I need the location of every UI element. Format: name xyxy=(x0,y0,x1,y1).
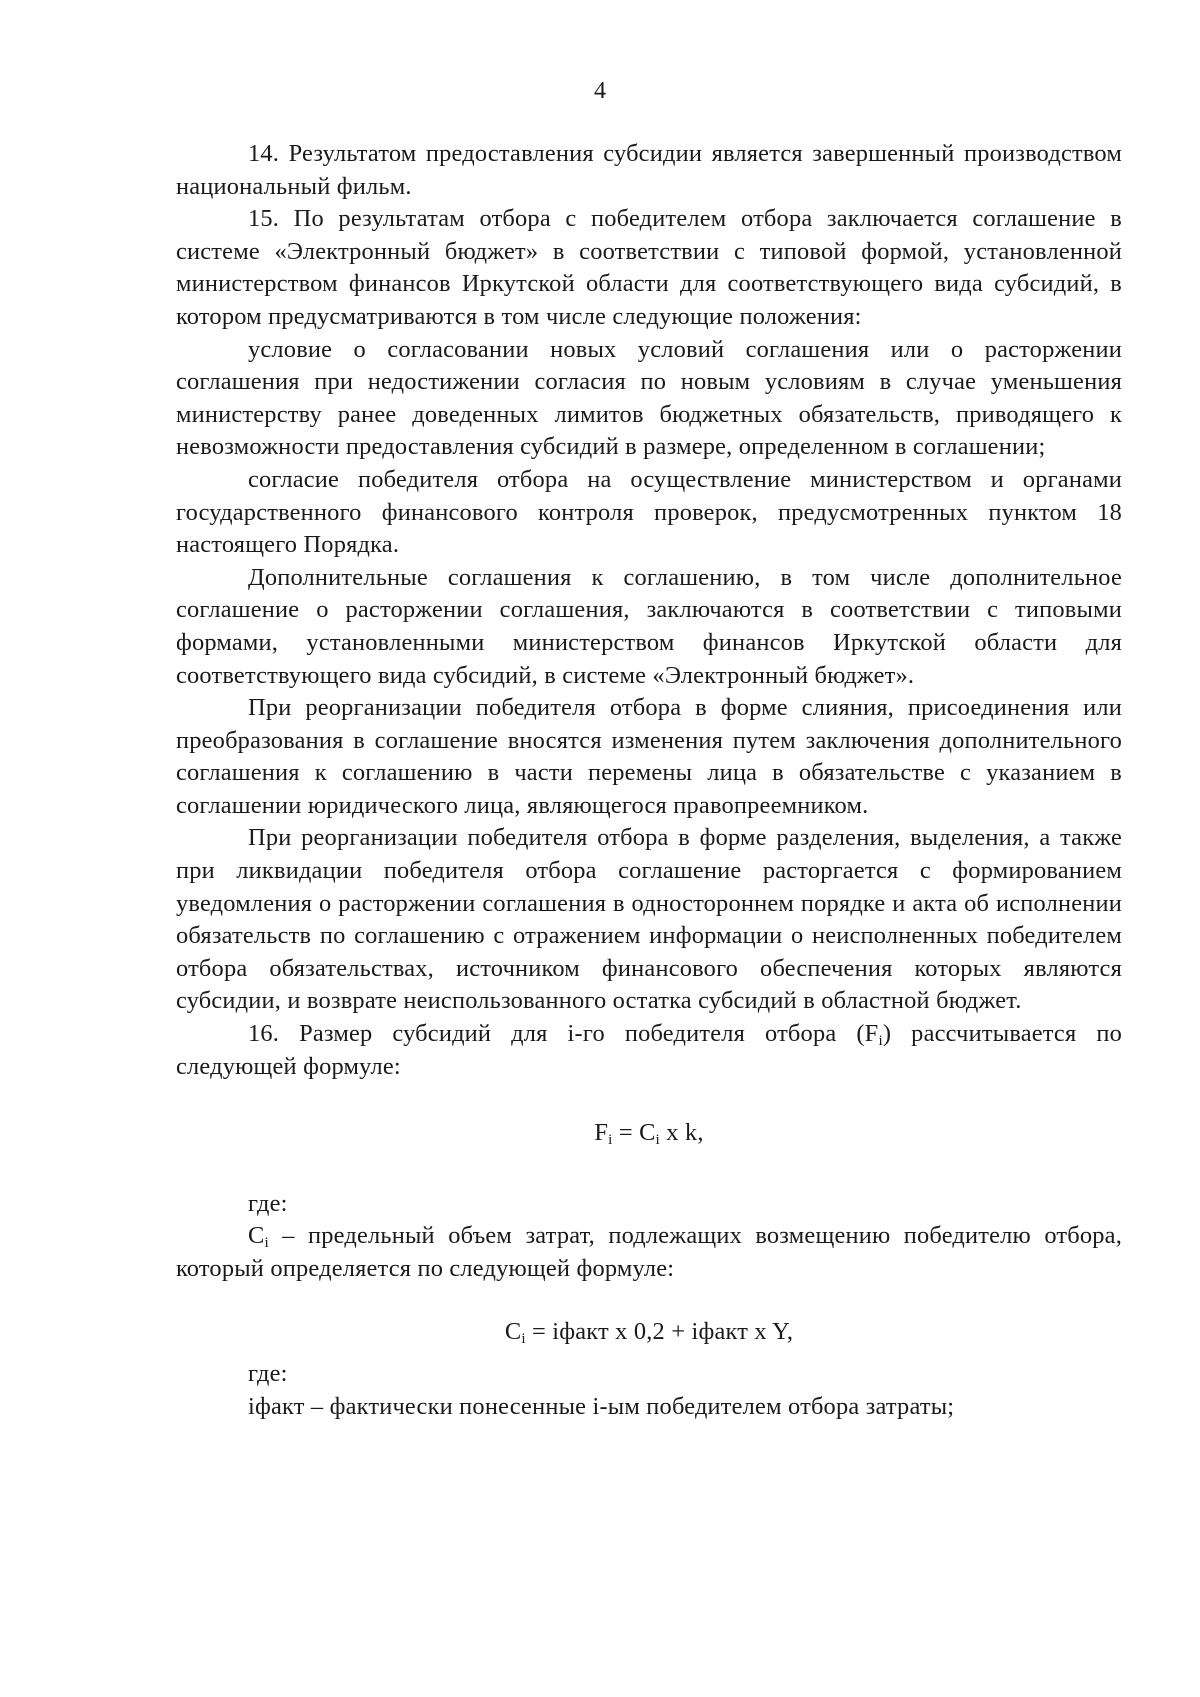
definition-c-symbol: C xyxy=(248,1222,265,1250)
paragraph-15-condition: условие о согласовании новых условий соглашения или о расторжении соглашения при недостижении согласия по новым условиям в случае уменьшения министерству ранее доведенных лимитов бюджетных обязательств, приводящего к невозможности предоставления субсидий в размере, определенном в соглашении; xyxy=(176,335,1122,461)
paragraph-15-reorganization-division: При реорганизации победителя отбора в форме разделения, выделения, а также при ликвидации победителя отбора соглашение расторгается с формированием уведомления о расторжении соглашения в одностороннем порядке и акта об исполнении обязательств по соглашению с отражением информации о неисполненных победителем отбора обязательствах, источником финансового обеспечения которых являются субсидии, и возврате неиспользованного остатка субсидий в областной бюджет. xyxy=(176,824,1122,1015)
definition-ifact: iфакт – фактически понесенные i-ым победителем отбора затраты; xyxy=(248,1392,955,1420)
paragraph-16 xyxy=(176,1018,1122,1083)
formula-cost-limit xyxy=(176,1316,1122,1349)
paragraph-15-reorganization-merger: При реорганизации победителя отбора в форме слияния, присоединения или преобразования в соглашение вносятся изменения путем заключения дополнительного соглашения к соглашению в части перемены лица в обязательстве с указанием в соглашении юридического лица, являющегося правопреемником. xyxy=(176,694,1122,819)
formula-1-middle-subscript: i xyxy=(655,1132,660,1148)
document-body xyxy=(176,138,1122,1423)
page-number: 4 xyxy=(594,78,606,104)
formula-2-rhs: = iфакт x 0,2 + iфакт x Y, xyxy=(525,1317,794,1345)
paragraph-16-text-end: ) рассчитывается по следующей формуле: xyxy=(176,1020,1123,1080)
paragraph-15: 15. По результатам отбора с победителем отбора заключается соглашение в системе «Электронный бюджет» в соответствии с типовой формой, установленной министерством финансов Иркутской области для соответствующего вида субсидий, в котором предусматриваются в том числе следующие положения: xyxy=(176,205,1122,330)
definition-c xyxy=(176,1220,1122,1285)
formula-1-lhs-subscript: i xyxy=(608,1132,613,1148)
paragraph-16-subscript: i xyxy=(878,1032,883,1049)
formula-1-middle: = C xyxy=(612,1119,656,1147)
paragraph-14: 14. Результатом предоставления субсидии является завершенный производством национальный фильм. xyxy=(176,140,1122,200)
paragraph-15-additional-agreements: Дополнительные соглашения к соглашению, в том числе дополнительное соглашение о расторжении соглашения, заключаются в соответствии с типовыми формами, установленными министерством финансов Иркутской области для соответствующего вида субсидий, в системе «Электронный бюджет». xyxy=(176,563,1122,689)
paragraph-16-text-start: 16. Размер субсидий для i-го победителя отбора (F xyxy=(248,1020,879,1048)
formula-2-lhs: C xyxy=(504,1317,522,1345)
formula-subsidy-size xyxy=(176,1117,1122,1150)
where-label-1: где: xyxy=(248,1189,288,1217)
definition-c-subscript: i xyxy=(264,1235,269,1252)
formula-2-lhs-subscript: i xyxy=(521,1330,526,1347)
where-label-2: где: xyxy=(248,1360,288,1388)
formula-1-rhs: x k, xyxy=(659,1119,704,1147)
definition-c-text: – предельный объем затрат, подлежащих возмещению победителю отбора, который определяется по следующей формуле: xyxy=(176,1222,1122,1282)
paragraph-15-consent: согласие победителя отбора на осуществление министерством и органами государственного финансового контроля проверок, предусмотренных пунктом 18 настоящего Порядка. xyxy=(176,465,1122,559)
formula-1-lhs: F xyxy=(594,1119,609,1147)
